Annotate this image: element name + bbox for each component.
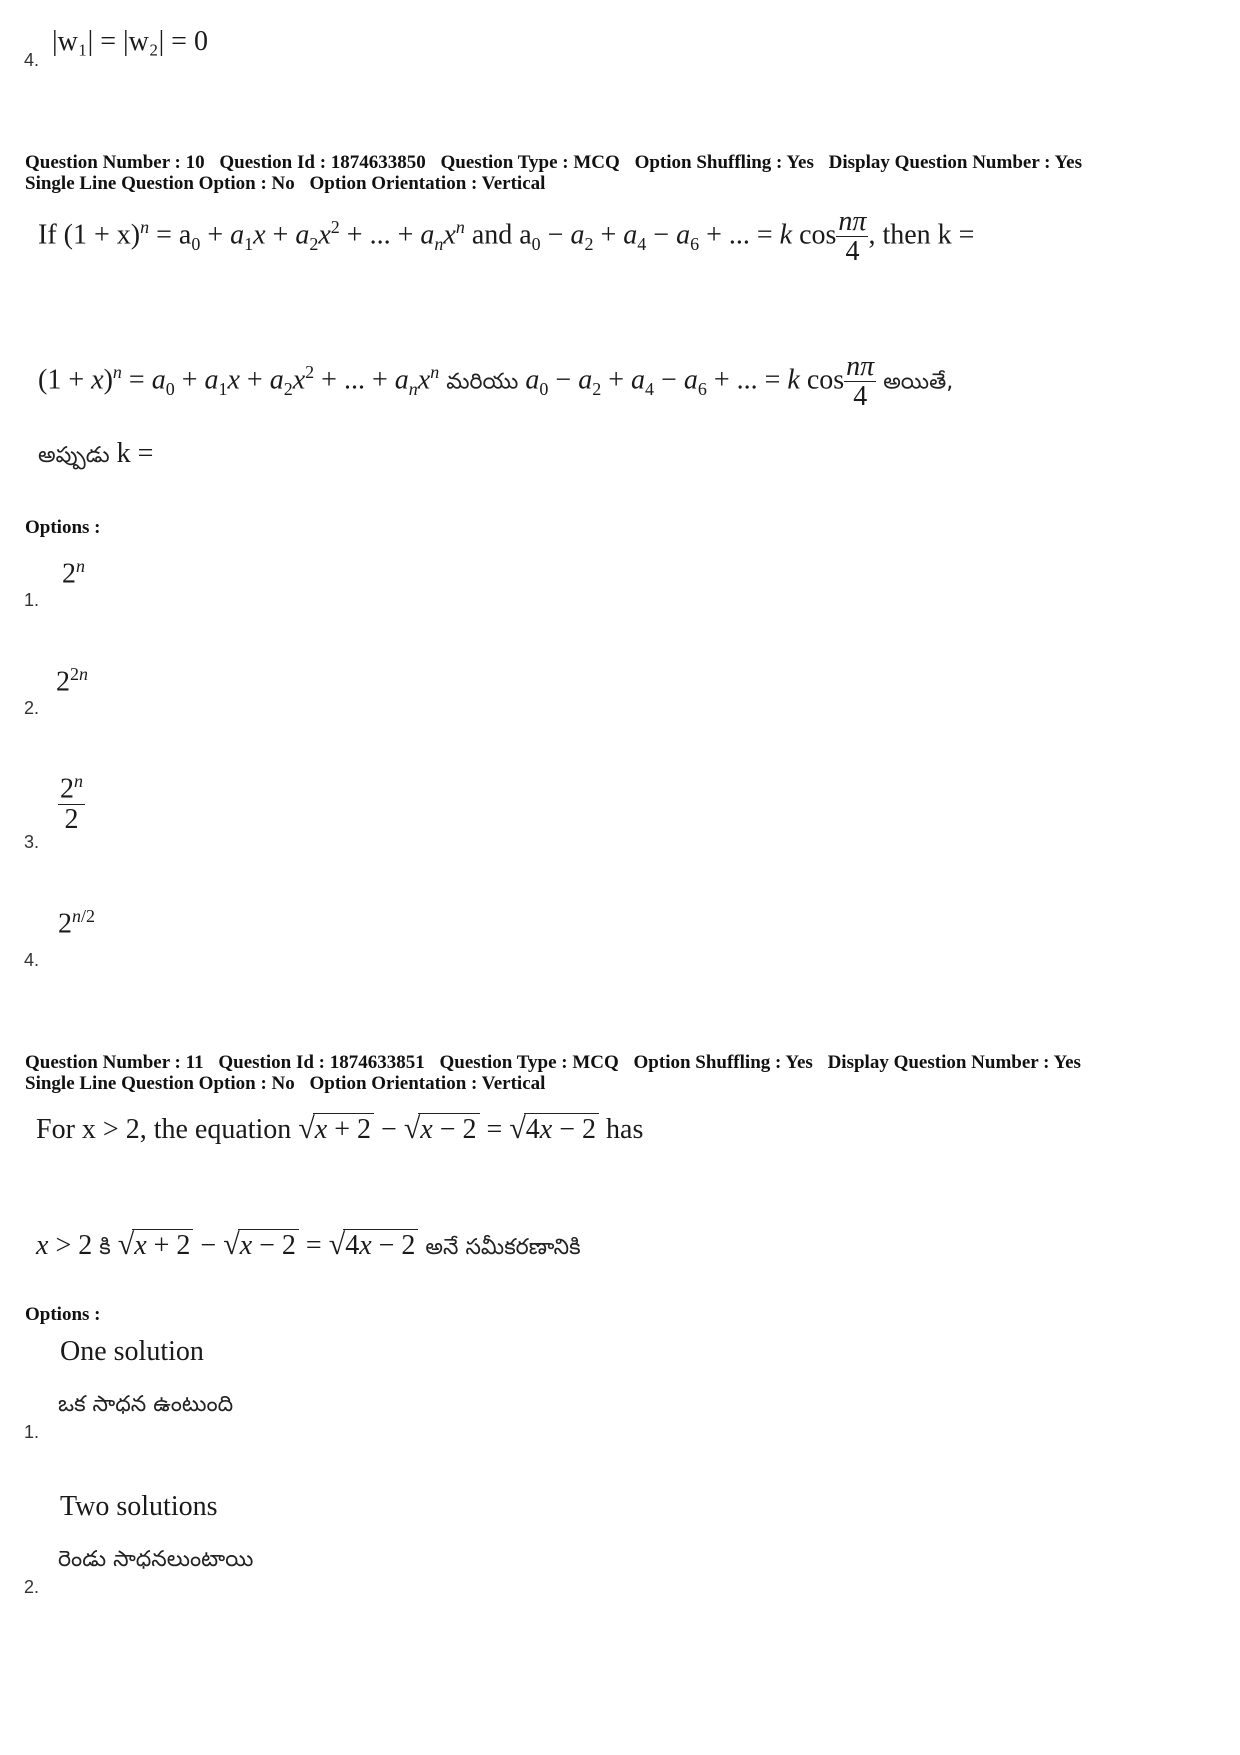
- q10-option-2-value: $2^{2n}$: [56, 664, 88, 698]
- prev-option-number: 4.: [24, 50, 40, 70]
- q11-option-1-english: One solution: [60, 1336, 204, 1367]
- q10-option-4-number: 4.: [24, 950, 40, 970]
- q10-question-telugu-line-1: $(1 + x)^n = a_0 + a_1x + a_2x^2$ + ... + $a_nx^n$ మరియు $a_0 - a_2 + a_4 - a_6$ + ... = k cos $\frac{n\pi}{4}$ అయితే,: [38, 351, 954, 413]
- q10-meta-line-1: Question Number : 10 Question Id : 1874633850 Question Type : MCQ Option Shuffling : Yes Display Question Number : Yes: [25, 152, 1082, 173]
- q10-option-1-number: 1.: [24, 590, 40, 610]
- q10-option-2-number: 2.: [24, 698, 40, 718]
- q10-option-1-value: 2$^n$: [62, 556, 85, 590]
- prev-option-expression: |w₁| = |w₂| = 0: [52, 26, 208, 57]
- q11-option-1-number: 1.: [24, 1422, 40, 1442]
- q10-question-telugu-line-2: అప్పుడు k =: [38, 438, 154, 469]
- q10-option-3-value: $\frac{2^n}{2}$: [60, 771, 83, 835]
- q11-options-label: Options :: [25, 1304, 101, 1325]
- q11-meta-line-1: Question Number : 11 Question Id : 1874633851 Question Type : MCQ Option Shuffling : Yes Display Question Number : Yes: [25, 1052, 1081, 1073]
- q11-question-telugu: x > 2 కి √x + 2 − √x − 2 = √4x − 2 అనే సమీకరణానికి: [36, 1228, 581, 1261]
- q11-option-1-telugu: ఒక సాధన ఉంటుంది: [58, 1392, 234, 1417]
- q10-option-3-number: 3.: [24, 832, 40, 852]
- q11-option-2-number: 2.: [24, 1577, 40, 1597]
- q10-option-4-value: $2^{n/2}$: [58, 906, 96, 940]
- q10-question-english: If $(1 + x)^n = a_0 + a_1x + a_2x^2$ + ... + $a_nx^n$ and $a_0 - a_2 + a_4 - a_6$ + ... = k cos $\frac{n\pi}{4}$ , then k =: [38, 206, 975, 268]
- q11-option-2-english: Two solutions: [60, 1491, 218, 1522]
- q11-question-english: For x > 2, the equation √x + 2 − √x − 2 = √4x − 2 has: [36, 1112, 644, 1145]
- q10-options-label: Options :: [25, 517, 101, 538]
- q10-meta-line-2: Single Line Question Option : No Option Orientation : Vertical: [25, 173, 546, 194]
- q11-option-2-telugu: రెండు సాధనలుంటాయి: [58, 1547, 254, 1572]
- q11-meta-line-2: Single Line Question Option : No Option Orientation : Vertical: [25, 1073, 546, 1094]
